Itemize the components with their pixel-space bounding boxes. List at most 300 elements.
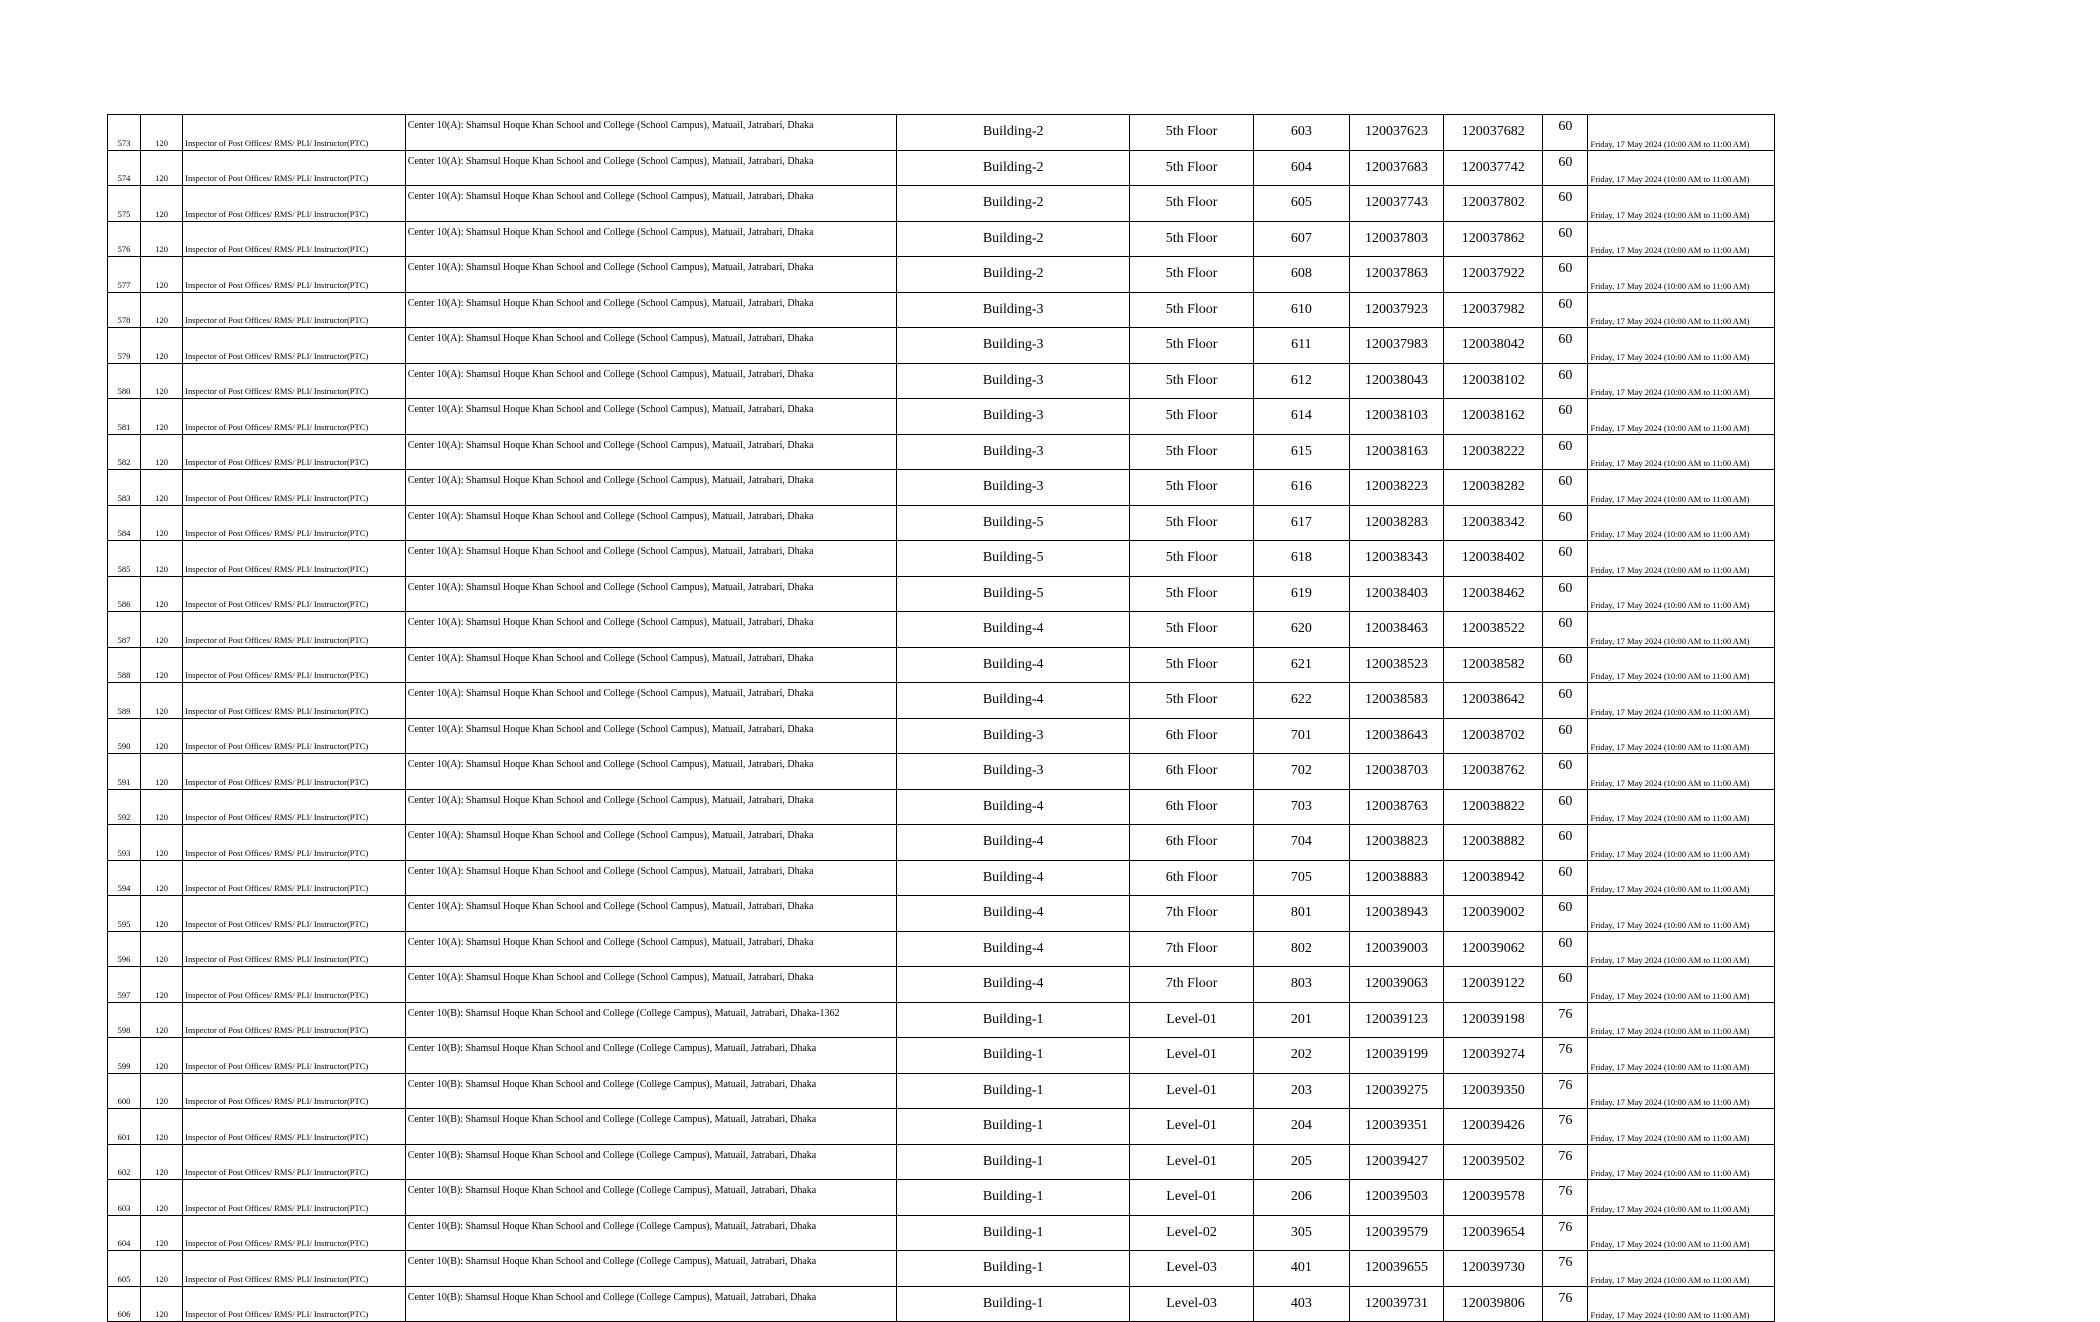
candidate-count-cell: 60	[1543, 434, 1588, 470]
exam-date-cell: Friday, 17 May 2024 (10:00 AM to 11:00 AM)	[1588, 328, 1775, 364]
post-code-cell: 120	[141, 470, 183, 506]
floor-cell: 5th Floor	[1130, 434, 1253, 470]
floor-cell: 5th Floor	[1130, 576, 1253, 612]
building-cell: Building-2	[896, 115, 1130, 151]
roll-from-cell: 120038883	[1349, 860, 1443, 896]
building-cell: Building-3	[896, 328, 1130, 364]
post-code-cell: 120	[141, 257, 183, 293]
post-name-cell: Inspector of Post Offices/ RMS/ PLI/ Instructor(PTC)	[183, 221, 406, 257]
post-name-cell: Inspector of Post Offices/ RMS/ PLI/ Instructor(PTC)	[183, 363, 406, 399]
post-name-cell: Inspector of Post Offices/ RMS/ PLI/ Instructor(PTC)	[183, 150, 406, 186]
serial-number-cell: 586	[108, 576, 141, 612]
serial-number-cell: 592	[108, 789, 141, 825]
candidate-count-cell: 60	[1543, 860, 1588, 896]
table-row	[108, 1144, 1775, 1180]
candidate-count-cell: 76	[1543, 1144, 1588, 1180]
exam-date-cell: Friday, 17 May 2024 (10:00 AM to 11:00 AM)	[1588, 576, 1775, 612]
exam-center-cell: Center 10(A): Shamsul Hoque Khan School and College (School Campus), Matuail, Jatrabari, Dhaka	[405, 399, 896, 435]
candidate-count-cell: 60	[1543, 931, 1588, 967]
exam-center-cell: Center 10(B): Shamsul Hoque Khan School and College (College Campus), Matuail, Jatrabari, Dhaka	[405, 1038, 896, 1074]
post-code-cell: 120	[141, 967, 183, 1003]
room-number-cell: 621	[1253, 647, 1349, 683]
building-cell: Building-2	[896, 186, 1130, 222]
exam-date-cell: Friday, 17 May 2024 (10:00 AM to 11:00 AM)	[1588, 1286, 1775, 1322]
room-number-cell: 611	[1253, 328, 1349, 364]
post-name-cell: Inspector of Post Offices/ RMS/ PLI/ Instructor(PTC)	[183, 292, 406, 328]
exam-center-cell: Center 10(A): Shamsul Hoque Khan School and College (School Campus), Matuail, Jatrabari, Dhaka	[405, 931, 896, 967]
floor-cell: 7th Floor	[1130, 967, 1253, 1003]
exam-date-cell: Friday, 17 May 2024 (10:00 AM to 11:00 AM)	[1588, 115, 1775, 151]
building-cell: Building-3	[896, 399, 1130, 435]
room-number-cell: 205	[1253, 1144, 1349, 1180]
building-cell: Building-4	[896, 931, 1130, 967]
exam-center-cell: Center 10(A): Shamsul Hoque Khan School and College (School Campus), Matuail, Jatrabari, Dhaka	[405, 221, 896, 257]
exam-date-cell: Friday, 17 May 2024 (10:00 AM to 11:00 AM)	[1588, 647, 1775, 683]
post-code-cell: 120	[141, 1073, 183, 1109]
serial-number-cell: 577	[108, 257, 141, 293]
room-number-cell: 603	[1253, 115, 1349, 151]
roll-to-cell: 120038702	[1444, 718, 1543, 754]
table-row	[108, 612, 1775, 648]
room-number-cell: 403	[1253, 1286, 1349, 1322]
roll-to-cell: 120039198	[1444, 1002, 1543, 1038]
roll-from-cell: 120037983	[1349, 328, 1443, 364]
post-code-cell: 120	[141, 754, 183, 790]
roll-from-cell: 120039579	[1349, 1215, 1443, 1251]
candidate-count-cell: 60	[1543, 647, 1588, 683]
post-code-cell: 120	[141, 399, 183, 435]
post-name-cell: Inspector of Post Offices/ RMS/ PLI/ Instructor(PTC)	[183, 186, 406, 222]
post-code-cell: 120	[141, 505, 183, 541]
exam-date-cell: Friday, 17 May 2024 (10:00 AM to 11:00 AM)	[1588, 1038, 1775, 1074]
post-code-cell: 120	[141, 363, 183, 399]
floor-cell: 5th Floor	[1130, 647, 1253, 683]
roll-from-cell: 120038103	[1349, 399, 1443, 435]
building-cell: Building-1	[896, 1215, 1130, 1251]
post-code-cell: 120	[141, 825, 183, 861]
candidate-count-cell: 60	[1543, 967, 1588, 1003]
table-row	[108, 825, 1775, 861]
serial-number-cell: 574	[108, 150, 141, 186]
room-number-cell: 608	[1253, 257, 1349, 293]
floor-cell: Level-01	[1130, 1180, 1253, 1216]
candidate-count-cell: 60	[1543, 754, 1588, 790]
exam-center-cell: Center 10(A): Shamsul Hoque Khan School and College (School Campus), Matuail, Jatrabari, Dhaka	[405, 363, 896, 399]
room-number-cell: 605	[1253, 186, 1349, 222]
room-number-cell: 703	[1253, 789, 1349, 825]
serial-number-cell: 583	[108, 470, 141, 506]
roll-to-cell: 120039274	[1444, 1038, 1543, 1074]
post-code-cell: 120	[141, 1215, 183, 1251]
building-cell: Building-3	[896, 292, 1130, 328]
exam-date-cell: Friday, 17 May 2024 (10:00 AM to 11:00 AM)	[1588, 257, 1775, 293]
exam-center-cell: Center 10(A): Shamsul Hoque Khan School and College (School Campus), Matuail, Jatrabari, Dhaka	[405, 754, 896, 790]
roll-to-cell: 120037802	[1444, 186, 1543, 222]
roll-to-cell: 120037982	[1444, 292, 1543, 328]
post-name-cell: Inspector of Post Offices/ RMS/ PLI/ Instructor(PTC)	[183, 1215, 406, 1251]
roll-from-cell: 120038463	[1349, 612, 1443, 648]
table-row	[108, 292, 1775, 328]
serial-number-cell: 599	[108, 1038, 141, 1074]
table-row	[108, 505, 1775, 541]
candidate-count-cell: 60	[1543, 328, 1588, 364]
table-row	[108, 470, 1775, 506]
post-code-cell: 120	[141, 115, 183, 151]
exam-date-cell: Friday, 17 May 2024 (10:00 AM to 11:00 AM)	[1588, 292, 1775, 328]
building-cell: Building-1	[896, 1144, 1130, 1180]
exam-center-cell: Center 10(B): Shamsul Hoque Khan School and College (College Campus), Matuail, Jatrabari, Dhaka	[405, 1215, 896, 1251]
room-number-cell: 803	[1253, 967, 1349, 1003]
table-row	[108, 434, 1775, 470]
roll-to-cell: 120039502	[1444, 1144, 1543, 1180]
candidate-count-cell: 76	[1543, 1002, 1588, 1038]
roll-to-cell: 120039654	[1444, 1215, 1543, 1251]
building-cell: Building-1	[896, 1073, 1130, 1109]
roll-from-cell: 120038703	[1349, 754, 1443, 790]
post-code-cell: 120	[141, 1002, 183, 1038]
exam-date-cell: Friday, 17 May 2024 (10:00 AM to 11:00 AM)	[1588, 221, 1775, 257]
table-row	[108, 541, 1775, 577]
exam-date-cell: Friday, 17 May 2024 (10:00 AM to 11:00 AM)	[1588, 1251, 1775, 1287]
post-name-cell: Inspector of Post Offices/ RMS/ PLI/ Instructor(PTC)	[183, 1180, 406, 1216]
exam-center-cell: Center 10(A): Shamsul Hoque Khan School and College (School Campus), Matuail, Jatrabari, Dhaka	[405, 292, 896, 328]
post-name-cell: Inspector of Post Offices/ RMS/ PLI/ Instructor(PTC)	[183, 1251, 406, 1287]
table-row	[108, 1215, 1775, 1251]
exam-date-cell: Friday, 17 May 2024 (10:00 AM to 11:00 AM)	[1588, 1180, 1775, 1216]
floor-cell: 5th Floor	[1130, 257, 1253, 293]
roll-from-cell: 120038343	[1349, 541, 1443, 577]
table-row	[108, 1038, 1775, 1074]
building-cell: Building-4	[896, 612, 1130, 648]
table-row	[108, 150, 1775, 186]
serial-number-cell: 588	[108, 647, 141, 683]
post-code-cell: 120	[141, 150, 183, 186]
roll-from-cell: 120038523	[1349, 647, 1443, 683]
post-name-cell: Inspector of Post Offices/ RMS/ PLI/ Instructor(PTC)	[183, 1002, 406, 1038]
room-number-cell: 622	[1253, 683, 1349, 719]
serial-number-cell: 578	[108, 292, 141, 328]
candidate-count-cell: 60	[1543, 470, 1588, 506]
table-row	[108, 1286, 1775, 1322]
post-name-cell: Inspector of Post Offices/ RMS/ PLI/ Instructor(PTC)	[183, 541, 406, 577]
candidate-count-cell: 76	[1543, 1038, 1588, 1074]
post-name-cell: Inspector of Post Offices/ RMS/ PLI/ Instructor(PTC)	[183, 1109, 406, 1145]
serial-number-cell: 589	[108, 683, 141, 719]
roll-to-cell: 120039122	[1444, 967, 1543, 1003]
exam-center-cell: Center 10(A): Shamsul Hoque Khan School and College (School Campus), Matuail, Jatrabari, Dhaka	[405, 434, 896, 470]
exam-date-cell: Friday, 17 May 2024 (10:00 AM to 11:00 AM)	[1588, 1215, 1775, 1251]
post-code-cell: 120	[141, 1038, 183, 1074]
floor-cell: Level-02	[1130, 1215, 1253, 1251]
roll-to-cell: 120038642	[1444, 683, 1543, 719]
serial-number-cell: 584	[108, 505, 141, 541]
roll-to-cell: 120038582	[1444, 647, 1543, 683]
table-row	[108, 1180, 1775, 1216]
exam-center-cell: Center 10(B): Shamsul Hoque Khan School and College (College Campus), Matuail, Jatrabari, Dhaka	[405, 1286, 896, 1322]
exam-center-cell: Center 10(A): Shamsul Hoque Khan School and College (School Campus), Matuail, Jatrabari, Dhaka	[405, 576, 896, 612]
candidate-count-cell: 76	[1543, 1180, 1588, 1216]
exam-date-cell: Friday, 17 May 2024 (10:00 AM to 11:00 AM)	[1588, 505, 1775, 541]
candidate-count-cell: 60	[1543, 718, 1588, 754]
candidate-count-cell: 60	[1543, 683, 1588, 719]
candidate-count-cell: 60	[1543, 825, 1588, 861]
floor-cell: Level-03	[1130, 1286, 1253, 1322]
room-number-cell: 801	[1253, 896, 1349, 932]
roll-to-cell: 120038882	[1444, 825, 1543, 861]
exam-center-cell: Center 10(A): Shamsul Hoque Khan School and College (School Campus), Matuail, Jatrabari, Dhaka	[405, 470, 896, 506]
post-code-cell: 120	[141, 328, 183, 364]
floor-cell: Level-01	[1130, 1144, 1253, 1180]
roll-from-cell: 120037803	[1349, 221, 1443, 257]
floor-cell: 5th Floor	[1130, 150, 1253, 186]
exam-center-cell: Center 10(A): Shamsul Hoque Khan School and College (School Campus), Matuail, Jatrabari, Dhaka	[405, 257, 896, 293]
roll-from-cell: 120039351	[1349, 1109, 1443, 1145]
building-cell: Building-1	[896, 1286, 1130, 1322]
table-row	[108, 754, 1775, 790]
post-name-cell: Inspector of Post Offices/ RMS/ PLI/ Instructor(PTC)	[183, 434, 406, 470]
candidate-count-cell: 76	[1543, 1215, 1588, 1251]
exam-date-cell: Friday, 17 May 2024 (10:00 AM to 11:00 AM)	[1588, 541, 1775, 577]
exam-date-cell: Friday, 17 May 2024 (10:00 AM to 11:00 AM)	[1588, 718, 1775, 754]
roll-from-cell: 120038943	[1349, 896, 1443, 932]
building-cell: Building-3	[896, 754, 1130, 790]
serial-number-cell: 605	[108, 1251, 141, 1287]
exam-center-cell: Center 10(A): Shamsul Hoque Khan School and College (School Campus), Matuail, Jatrabari, Dhaka	[405, 505, 896, 541]
building-cell: Building-4	[896, 860, 1130, 896]
roll-from-cell: 120037623	[1349, 115, 1443, 151]
post-code-cell: 120	[141, 541, 183, 577]
building-cell: Building-1	[896, 1251, 1130, 1287]
floor-cell: 6th Floor	[1130, 718, 1253, 754]
post-name-cell: Inspector of Post Offices/ RMS/ PLI/ Instructor(PTC)	[183, 576, 406, 612]
building-cell: Building-4	[896, 825, 1130, 861]
post-name-cell: Inspector of Post Offices/ RMS/ PLI/ Instructor(PTC)	[183, 647, 406, 683]
serial-number-cell: 575	[108, 186, 141, 222]
exam-date-cell: Friday, 17 May 2024 (10:00 AM to 11:00 AM)	[1588, 399, 1775, 435]
exam-center-cell: Center 10(A): Shamsul Hoque Khan School and College (School Campus), Matuail, Jatrabari, Dhaka	[405, 328, 896, 364]
serial-number-cell: 590	[108, 718, 141, 754]
building-cell: Building-3	[896, 470, 1130, 506]
building-cell: Building-3	[896, 718, 1130, 754]
candidate-count-cell: 60	[1543, 363, 1588, 399]
candidate-count-cell: 76	[1543, 1073, 1588, 1109]
candidate-count-cell: 60	[1543, 789, 1588, 825]
exam-center-cell: Center 10(A): Shamsul Hoque Khan School and College (School Campus), Matuail, Jatrabari, Dhaka	[405, 115, 896, 151]
serial-number-cell: 576	[108, 221, 141, 257]
exam-date-cell: Friday, 17 May 2024 (10:00 AM to 11:00 AM)	[1588, 896, 1775, 932]
room-number-cell: 615	[1253, 434, 1349, 470]
building-cell: Building-4	[896, 789, 1130, 825]
table-row	[108, 683, 1775, 719]
post-name-cell: Inspector of Post Offices/ RMS/ PLI/ Instructor(PTC)	[183, 967, 406, 1003]
roll-to-cell: 120038942	[1444, 860, 1543, 896]
roll-from-cell: 120039427	[1349, 1144, 1443, 1180]
exam-date-cell: Friday, 17 May 2024 (10:00 AM to 11:00 AM)	[1588, 1002, 1775, 1038]
table-row	[108, 647, 1775, 683]
roll-to-cell: 120038282	[1444, 470, 1543, 506]
post-name-cell: Inspector of Post Offices/ RMS/ PLI/ Instructor(PTC)	[183, 683, 406, 719]
post-name-cell: Inspector of Post Offices/ RMS/ PLI/ Instructor(PTC)	[183, 860, 406, 896]
exam-center-cell: Center 10(A): Shamsul Hoque Khan School and College (School Campus), Matuail, Jatrabari, Dhaka	[405, 541, 896, 577]
room-number-cell: 401	[1253, 1251, 1349, 1287]
exam-center-cell: Center 10(B): Shamsul Hoque Khan School and College (College Campus), Matuail, Jatrabari, Dhaka	[405, 1109, 896, 1145]
post-code-cell: 120	[141, 221, 183, 257]
post-code-cell: 120	[141, 718, 183, 754]
post-name-cell: Inspector of Post Offices/ RMS/ PLI/ Instructor(PTC)	[183, 399, 406, 435]
table-row	[108, 718, 1775, 754]
post-code-cell: 120	[141, 576, 183, 612]
roll-from-cell: 120038043	[1349, 363, 1443, 399]
room-number-cell: 614	[1253, 399, 1349, 435]
floor-cell: 5th Floor	[1130, 115, 1253, 151]
post-code-cell: 120	[141, 896, 183, 932]
room-number-cell: 305	[1253, 1215, 1349, 1251]
table-row	[108, 967, 1775, 1003]
serial-number-cell: 593	[108, 825, 141, 861]
room-number-cell: 604	[1253, 150, 1349, 186]
table-row	[108, 257, 1775, 293]
exam-date-cell: Friday, 17 May 2024 (10:00 AM to 11:00 AM)	[1588, 1109, 1775, 1145]
floor-cell: 5th Floor	[1130, 505, 1253, 541]
post-code-cell: 120	[141, 612, 183, 648]
roll-from-cell: 120039123	[1349, 1002, 1443, 1038]
floor-cell: Level-01	[1130, 1002, 1253, 1038]
candidate-count-cell: 60	[1543, 150, 1588, 186]
exam-center-cell: Center 10(A): Shamsul Hoque Khan School and College (School Campus), Matuail, Jatrabari, Dhaka	[405, 967, 896, 1003]
table-row	[108, 115, 1775, 151]
exam-date-cell: Friday, 17 May 2024 (10:00 AM to 11:00 AM)	[1588, 683, 1775, 719]
building-cell: Building-4	[896, 967, 1130, 1003]
roll-to-cell: 120039806	[1444, 1286, 1543, 1322]
room-number-cell: 607	[1253, 221, 1349, 257]
exam-date-cell: Friday, 17 May 2024 (10:00 AM to 11:00 AM)	[1588, 612, 1775, 648]
candidate-count-cell: 60	[1543, 292, 1588, 328]
exam-date-cell: Friday, 17 May 2024 (10:00 AM to 11:00 AM)	[1588, 470, 1775, 506]
floor-cell: 5th Floor	[1130, 399, 1253, 435]
serial-number-cell: 582	[108, 434, 141, 470]
exam-date-cell: Friday, 17 May 2024 (10:00 AM to 11:00 AM)	[1588, 789, 1775, 825]
building-cell: Building-5	[896, 505, 1130, 541]
building-cell: Building-4	[896, 647, 1130, 683]
post-name-cell: Inspector of Post Offices/ RMS/ PLI/ Instructor(PTC)	[183, 1038, 406, 1074]
seat-plan-table	[107, 114, 1775, 1322]
roll-from-cell: 120037863	[1349, 257, 1443, 293]
exam-center-cell: Center 10(A): Shamsul Hoque Khan School and College (School Campus), Matuail, Jatrabari, Dhaka	[405, 647, 896, 683]
serial-number-cell: 606	[108, 1286, 141, 1322]
roll-to-cell: 120039578	[1444, 1180, 1543, 1216]
roll-from-cell: 120039199	[1349, 1038, 1443, 1074]
exam-center-cell: Center 10(B): Shamsul Hoque Khan School and College (College Campus), Matuail, Jatrabari, Dhaka	[405, 1144, 896, 1180]
exam-date-cell: Friday, 17 May 2024 (10:00 AM to 11:00 AM)	[1588, 825, 1775, 861]
roll-from-cell: 120038283	[1349, 505, 1443, 541]
candidate-count-cell: 60	[1543, 541, 1588, 577]
floor-cell: 5th Floor	[1130, 683, 1253, 719]
serial-number-cell: 573	[108, 115, 141, 151]
serial-number-cell: 601	[108, 1109, 141, 1145]
candidate-count-cell: 76	[1543, 1251, 1588, 1287]
roll-to-cell: 120039350	[1444, 1073, 1543, 1109]
post-code-cell: 120	[141, 1180, 183, 1216]
roll-from-cell: 120038823	[1349, 825, 1443, 861]
table-row	[108, 399, 1775, 435]
exam-date-cell: Friday, 17 May 2024 (10:00 AM to 11:00 AM)	[1588, 1144, 1775, 1180]
roll-to-cell: 120039002	[1444, 896, 1543, 932]
serial-number-cell: 597	[108, 967, 141, 1003]
post-name-cell: Inspector of Post Offices/ RMS/ PLI/ Instructor(PTC)	[183, 718, 406, 754]
roll-to-cell: 120038762	[1444, 754, 1543, 790]
room-number-cell: 701	[1253, 718, 1349, 754]
floor-cell: Level-01	[1130, 1073, 1253, 1109]
roll-from-cell: 120037923	[1349, 292, 1443, 328]
room-number-cell: 620	[1253, 612, 1349, 648]
building-cell: Building-1	[896, 1002, 1130, 1038]
exam-center-cell: Center 10(B): Shamsul Hoque Khan School and College (College Campus), Matuail, Jatrabari, Dhaka	[405, 1073, 896, 1109]
roll-to-cell: 120037742	[1444, 150, 1543, 186]
room-number-cell: 206	[1253, 1180, 1349, 1216]
table-row	[108, 186, 1775, 222]
room-number-cell: 201	[1253, 1002, 1349, 1038]
room-number-cell: 705	[1253, 860, 1349, 896]
table-row	[108, 860, 1775, 896]
post-code-cell: 120	[141, 647, 183, 683]
room-number-cell: 617	[1253, 505, 1349, 541]
floor-cell: 7th Floor	[1130, 931, 1253, 967]
post-code-cell: 120	[141, 1144, 183, 1180]
exam-center-cell: Center 10(A): Shamsul Hoque Khan School and College (School Campus), Matuail, Jatrabari, Dhaka	[405, 683, 896, 719]
exam-center-cell: Center 10(A): Shamsul Hoque Khan School and College (School Campus), Matuail, Jatrabari, Dhaka	[405, 612, 896, 648]
candidate-count-cell: 60	[1543, 115, 1588, 151]
roll-from-cell: 120038583	[1349, 683, 1443, 719]
serial-number-cell: 585	[108, 541, 141, 577]
floor-cell: 5th Floor	[1130, 363, 1253, 399]
roll-to-cell: 120037862	[1444, 221, 1543, 257]
exam-center-cell: Center 10(A): Shamsul Hoque Khan School and College (School Campus), Matuail, Jatrabari, Dhaka	[405, 718, 896, 754]
serial-number-cell: 598	[108, 1002, 141, 1038]
room-number-cell: 610	[1253, 292, 1349, 328]
exam-date-cell: Friday, 17 May 2024 (10:00 AM to 11:00 AM)	[1588, 931, 1775, 967]
building-cell: Building-1	[896, 1038, 1130, 1074]
candidate-count-cell: 60	[1543, 186, 1588, 222]
serial-number-cell: 594	[108, 860, 141, 896]
candidate-count-cell: 60	[1543, 612, 1588, 648]
roll-from-cell: 120038163	[1349, 434, 1443, 470]
room-number-cell: 612	[1253, 363, 1349, 399]
roll-from-cell: 120039003	[1349, 931, 1443, 967]
roll-from-cell: 120037683	[1349, 150, 1443, 186]
roll-from-cell: 120038763	[1349, 789, 1443, 825]
serial-number-cell: 604	[108, 1215, 141, 1251]
serial-number-cell: 580	[108, 363, 141, 399]
post-code-cell: 120	[141, 1109, 183, 1145]
exam-center-cell: Center 10(B): Shamsul Hoque Khan School and College (College Campus), Matuail, Jatrabari, Dhaka	[405, 1251, 896, 1287]
exam-center-cell: Center 10(A): Shamsul Hoque Khan School and College (School Campus), Matuail, Jatrabari, Dhaka	[405, 825, 896, 861]
post-code-cell: 120	[141, 186, 183, 222]
roll-to-cell: 120038462	[1444, 576, 1543, 612]
roll-to-cell: 120038342	[1444, 505, 1543, 541]
floor-cell: 5th Floor	[1130, 541, 1253, 577]
floor-cell: 6th Floor	[1130, 754, 1253, 790]
serial-number-cell: 591	[108, 754, 141, 790]
post-name-cell: Inspector of Post Offices/ RMS/ PLI/ Instructor(PTC)	[183, 1144, 406, 1180]
roll-to-cell: 120037682	[1444, 115, 1543, 151]
building-cell: Building-2	[896, 257, 1130, 293]
roll-from-cell: 120038643	[1349, 718, 1443, 754]
post-code-cell: 120	[141, 789, 183, 825]
roll-to-cell: 120039062	[1444, 931, 1543, 967]
floor-cell: 5th Floor	[1130, 186, 1253, 222]
room-number-cell: 702	[1253, 754, 1349, 790]
table-row	[108, 896, 1775, 932]
